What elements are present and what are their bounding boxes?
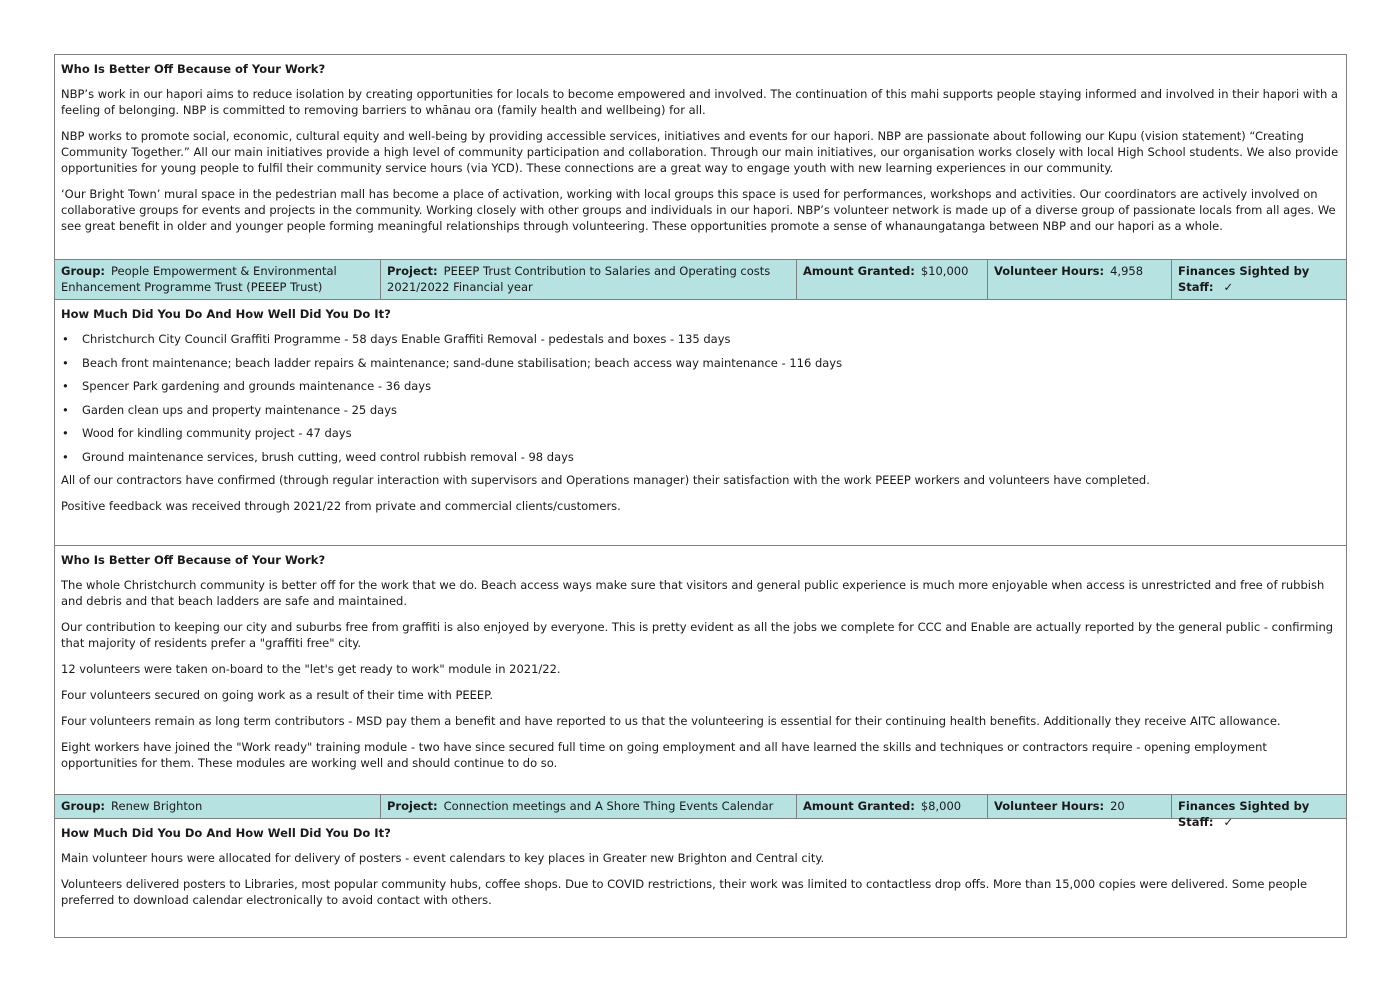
section-heading: How Much Did You Do And How Well Did You Do It? (61, 826, 391, 840)
paragraph: NBP’s work in our hapori aims to reduce isolation by creating opportunities for locals to become empowered and involved. The continuation of this mahi supports people staying informed and involved in their hapori with a feeling of belonging. NBP is committed to removing barriers to whānau ora (family health and wellbeing) for all. (61, 87, 1338, 117)
grant-meta-row (55, 794, 1346, 829)
project-cell (380, 795, 796, 818)
hours-value: 4,958 (1110, 264, 1144, 278)
finances-cell (1171, 260, 1346, 299)
list-item: • Wood for kindling community project - 47 days (61, 425, 1340, 441)
amount-value: $10,000 (920, 264, 969, 278)
list-item: • Garden clean ups and property maintenance - 25 days (61, 402, 1340, 418)
paragraph: Main volunteer hours were allocated for delivery of posters - event calendars to key places in Greater new Brighton and Central city. (61, 851, 825, 865)
finances-label: Finances Sighted by Staff: (1178, 264, 1310, 294)
hours-label: Volunteer Hours: (994, 264, 1105, 278)
group-cell (55, 795, 380, 818)
paragraph: ‘Our Bright Town’ mural space in the pedestrian mall has become a place of activation, working with local groups this space is used for performances, workshops and activities. Our coordinators are actively involved on collaborative groups for events and projects in the community. Working closely with other groups and individuals in our hapori. NBP’s volunteer network is made up of a diverse group of passionate locals from all ages. We see great benefit in older and younger people forming meaningful relationships through volunteering. These opportunities promote a sense of whanaungatanga between NBP and our hapori as a whole. (61, 187, 1336, 233)
hours-cell (987, 260, 1171, 299)
paragraph: Volunteers delivered posters to Libraries, most popular community hubs, coffee shops. Due to COVID restrictions, their work was limited to contactless drop offs. More than 15,000 copies were delivered. Some people preferred to download calendar electronically to avoid contact with others. (61, 877, 1308, 907)
project-cell (380, 260, 796, 299)
amount-value: $8,000 (920, 799, 962, 813)
activity-list (61, 331, 1340, 465)
amount-cell (796, 795, 987, 818)
paragraph: NBP works to promote social, economic, cultural equity and well-being by providing accessible services, initiatives and events for our hapori. NBP are passionate about following our Kupu (vision statement) “Creating Community Together.” All our main initiatives provide a high level of community participation and collaboration. Through our main initiatives, our organisation works closely with local High School students. We also provide opportunities for young people to fulfil their community service hours (via YCD). These connections are a great way to engage youth with new learning experiences in our community. (61, 129, 1339, 175)
hours-label: Volunteer Hours: (994, 799, 1105, 813)
project-label: Project: (387, 264, 438, 278)
paragraph: All of our contractors have confirmed (through regular interaction with supervisors and Operations manager) their satisfaction with the work PEEEP workers and volunteers have completed. (61, 473, 1150, 487)
checkmark-icon: ✓ (1223, 815, 1234, 829)
finances-cell (1171, 795, 1346, 829)
hours-cell (987, 795, 1171, 818)
paragraph: Our contribution to keeping our city and suburbs free from graffiti is also enjoyed by everyone. This is pretty evident as all the jobs we complete for CCC and Enable are actually reported by the general public - confirming that majority of residents prefer a "graffiti free" city. (61, 620, 1334, 650)
section-heading: Who Is Better Off Because of Your Work? (61, 62, 326, 76)
group-label: Group: (61, 264, 106, 278)
paragraph: The whole Christchurch community is better off for the work that we do. Beach access ways make sure that visitors and general public experience is much more enjoyable when access is unrestricted and free of rubbish and debris and that beach ladders are safe and maintained. (61, 578, 1325, 608)
list-item: • Ground maintenance services, brush cutting, weed control rubbish removal - 98 days (61, 449, 1340, 465)
list-item: • Beach front maintenance; beach ladder repairs & maintenance; sand-dune stabilisation; beach access way maintenance - 116 days (61, 355, 1340, 371)
list-item: • Spencer Park gardening and grounds maintenance - 36 days (61, 378, 1340, 394)
hours-value: 20 (1110, 799, 1125, 813)
group-cell (55, 260, 380, 299)
list-item: • Christchurch City Council Graffiti Programme - 58 days Enable Graffiti Removal - pedestals and boxes - 135 days (61, 331, 1340, 347)
amount-label: Amount Granted: (803, 264, 915, 278)
grant1-who-better-off-section (55, 545, 1346, 794)
grant1-how-much-section (55, 299, 1346, 545)
paragraph: Four volunteers secured on going work as a result of their time with PEEEP. (61, 688, 493, 702)
grant-meta-row (55, 259, 1346, 299)
project-value: PEEEP Trust Contribution to Salaries and Operating costs 2021/2022 Financial year (387, 264, 771, 294)
finances-label: Finances Sighted by Staff: (1178, 799, 1310, 829)
project-value: Connection meetings and A Shore Thing Events Calendar (443, 799, 774, 813)
paragraph: 12 volunteers were taken on-board to the "let's get ready to work" module in 2021/22. (61, 662, 561, 676)
paragraph: Positive feedback was received through 2021/22 from private and commercial clients/customers. (61, 499, 621, 513)
checkmark-icon: ✓ (1223, 280, 1234, 294)
group-label: Group: (61, 799, 106, 813)
group-value: People Empowerment & Environmental Enhancement Programme Trust (PEEEP Trust) (61, 264, 337, 294)
section-heading: Who Is Better Off Because of Your Work? (61, 553, 326, 567)
amount-cell (796, 260, 987, 299)
section-heading: How Much Did You Do And How Well Did You Do It? (61, 307, 391, 321)
nbp-outcomes-section (55, 55, 1346, 259)
grant2-how-much-section (55, 818, 1346, 937)
funding-report-table (54, 54, 1347, 938)
group-value: Renew Brighton (111, 799, 203, 813)
amount-label: Amount Granted: (803, 799, 915, 813)
paragraph: Four volunteers remain as long term contributors - MSD pay them a benefit and have reported to us that the volunteering is essential for their continuing health benefits. Additionally they receive AITC allowance. (61, 714, 1281, 728)
paragraph: Eight workers have joined the "Work ready" training module - two have since secured full time on going employment and all have learned the skills and techniques or contractors require - opening employment opportunities for them. These modules are working well and should continue to do so. (61, 740, 1267, 770)
project-label: Project: (387, 799, 438, 813)
